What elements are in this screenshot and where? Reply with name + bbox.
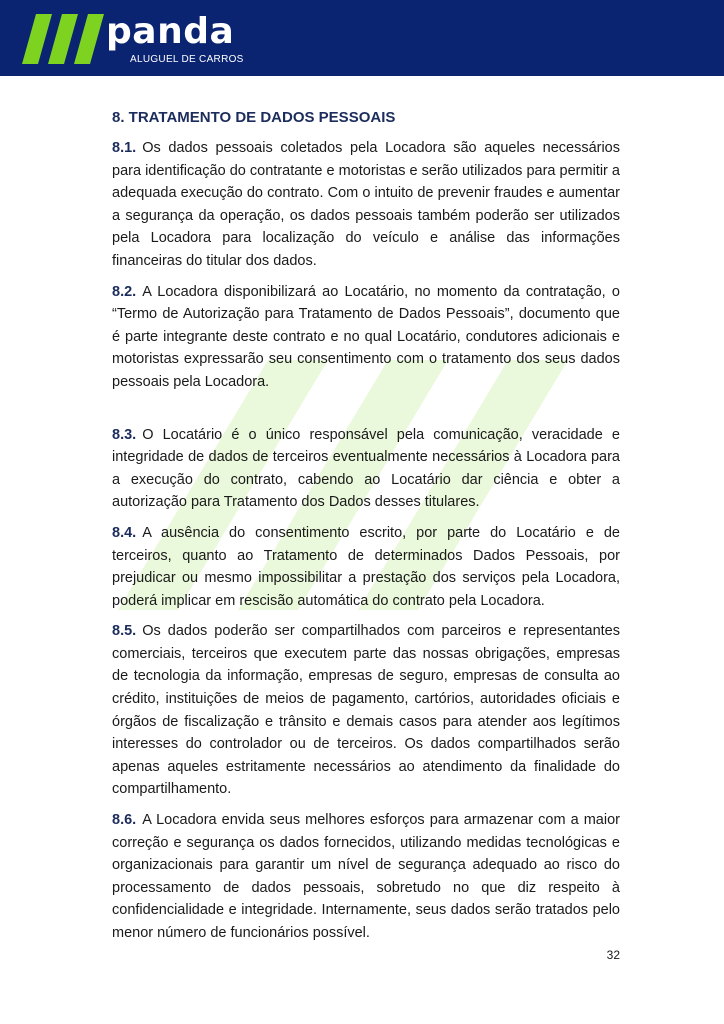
page-number: 32: [606, 948, 620, 962]
clause-8-2: [112, 281, 620, 394]
clause-8-4: [112, 522, 620, 612]
clause-text: Os dados poderão ser compartilhados com parceiros e representantes comerciais, terceiros que executem parte das nossas obrigações, empresas de tecnologia da informação, empresas de seguro, empresas de consulta ao crédito, instituições de meios de pagamento, cartórios, autoridades oficiais e órgãos de fiscalização e trânsito e demais casos para atender aos legítimos interesses do controlador ou de terceiros. Os dados compartilhados serão apenas aqueles estritamente necessários ao atendimento da finalidade do compartilhamento.: [112, 623, 620, 798]
clause-number: 8.2.: [112, 283, 137, 300]
brand-tagline: ALUGUEL DE CARROS: [130, 54, 244, 65]
clause-number: 8.6.: [112, 812, 137, 829]
clause-8-1: [112, 137, 620, 273]
logo-stripes-icon: [22, 14, 106, 64]
clause-number: 8.5.: [112, 623, 137, 640]
clause-text: O Locatário é o único responsável pela comunicação, veracidade e integridade de dados de terceiros eventualmente necessários à Locadora para a execução do contrato, cabendo ao Locatário dar ciência e obter a autorização para Tratamento dos Dados desses titulares.: [112, 426, 620, 511]
clause-number: 8.3.: [112, 426, 137, 443]
clause-text: A ausência do consentimento escrito, por parte do Locatário e de terceiros, quanto ao Tratamento de determinados Dados Pessoais, por prejudicar ou mesmo impossibilitar a prestação dos serviços pela Locadora, poderá implicar em rescisão automática do contrato pela Locadora.: [112, 524, 620, 609]
document-body: [112, 107, 620, 953]
clause-8-3: [112, 424, 620, 514]
clause-text: A Locadora disponibilizará ao Locatário, no momento da contratação, o “Termo de Autorização para Tratamento de Dados Pessoais”, documento que é parte integrante deste contrato e no qual Locatário, condutores adicionais e motoristas expressarão seu consentimento com o tratamento dos seus dados pessoais pela Locadora.: [112, 283, 620, 390]
clause-8-6: [112, 809, 620, 945]
clause-text: A Locadora envida seus melhores esforços para armazenar com a maior correção e segurança os dados fornecidos, utilizando medidas tecnológicas e organizacionais para garantir um nível de segurança adequado ao risco do processamento de dados pessoais, sobretudo no que diz respeito à confidencialidade e integridade. Internamente, seus dados serão tratados pelo menor número de funcionários possível.: [112, 812, 620, 941]
clause-number: 8.4.: [112, 524, 137, 541]
clause-number: 8.1.: [112, 140, 137, 156]
section-title: 8. TRATAMENTO DE DADOS PESSOAIS: [112, 109, 396, 126]
clause-8-5: [112, 620, 620, 801]
header-bar: [0, 0, 724, 76]
brand-logo-text: panda: [106, 11, 235, 52]
clause-text: Os dados pessoais coletados pela Locadora são aqueles necessários para identificação do contratante e motoristas e serão utilizados para permitir a adequada execução do contrato. Com o intuito de prevenir fraudes e aumentar a segurança da operação, os dados pessoais também poderão ser utilizados pela Locadora para localização do veículo e análise das informações financeiras do titular dos dados.: [112, 140, 620, 269]
